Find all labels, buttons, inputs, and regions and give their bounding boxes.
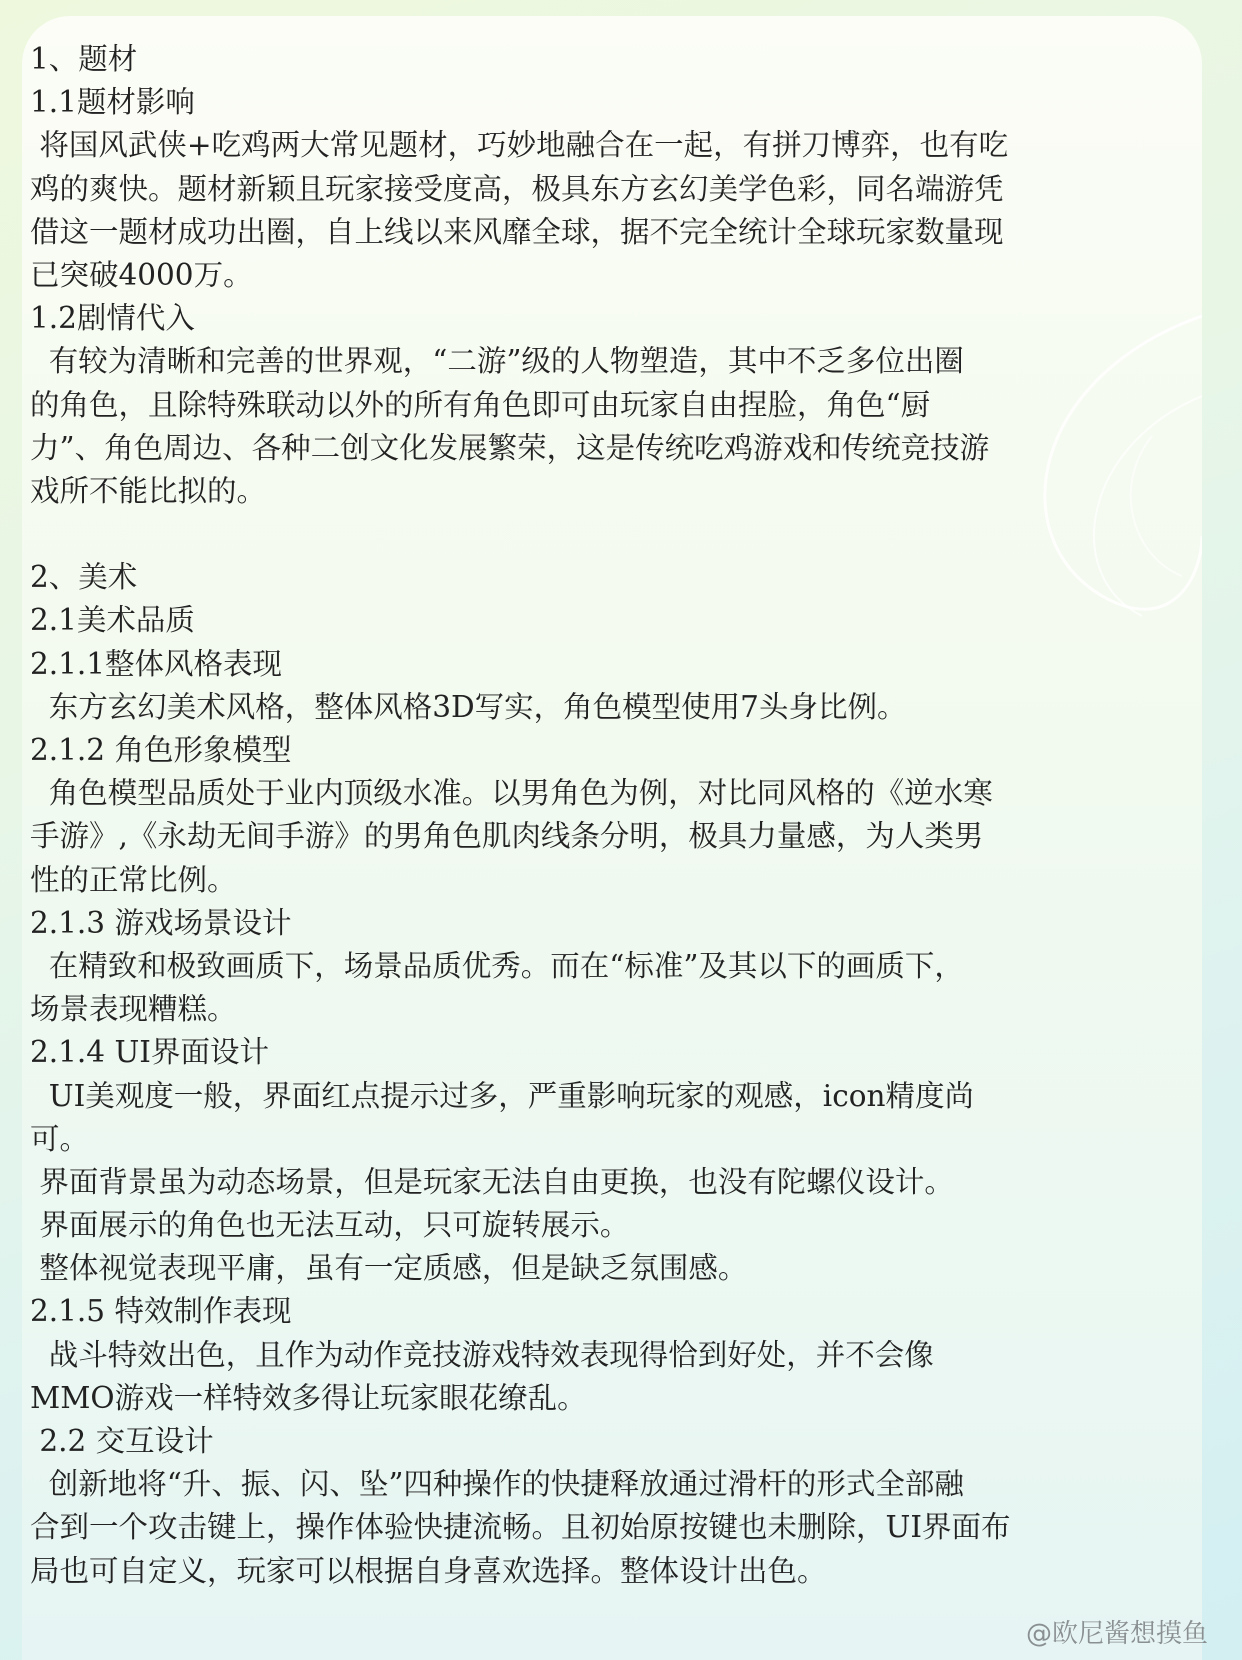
text-line: 界面展示的角色也无法互动，只可旋转展示。 (30, 1208, 630, 1243)
text-line: 2.1.5 特效制作表现 (30, 1294, 292, 1329)
text-line: 东方玄幻美术风格，整体风格3D写实，角色模型使用7头身比例。 (30, 689, 907, 724)
paragraph-gap (30, 513, 1200, 556)
section-art (30, 556, 1200, 1593)
section-theme (30, 38, 1200, 513)
text-line: 战斗特效出色，且作为动作竞技游戏特效表现得恰到好处，并不会像 (30, 1337, 934, 1372)
text-line: 可。 (30, 1121, 90, 1156)
text-line: 2.1.1整体风格表现 (30, 646, 283, 681)
text-line: 2、美术 (30, 560, 138, 595)
text-line: 2.1.2 角色形象模型 (30, 733, 292, 767)
text-line: 角色模型品质处于业内顶级水准。以男角色为例，对比同风格的《逆水寒 (30, 776, 993, 811)
watermark-author: @欧尼酱想摸鱼 (1025, 1619, 1208, 1649)
text-line: 将国风武侠+吃鸡两大常见题材，巧妙地融合在一起，有拼刀博弈，也有吃 (30, 128, 1009, 163)
text-line: 整体视觉表现平庸，虽有一定质感，但是缺乏氛围感。 (30, 1251, 748, 1286)
text-line: 1.1题材影响 (30, 85, 195, 120)
text-line: 有较为清晰和完善的世界观，“二游”级的人物塑造，其中不乏多位出圈 (30, 344, 964, 379)
document-card (22, 16, 1202, 1660)
text-line: 2.2 交互设计 (30, 1424, 214, 1458)
text-line: MMO游戏一样特效多得让玩家眼花缭乱。 (30, 1380, 587, 1415)
text-line: UI美观度一般，界面红点提示过多，严重影响玩家的观感，icon精度尚 (30, 1078, 974, 1113)
text-line: 鸡的爽快。题材新颖且玩家接受度高，极具东方玄幻美学色彩，同名端游凭 (30, 171, 1004, 206)
text-line: 的角色，且除特殊联动以外的所有角色即可由玩家自由捏脸，角色“厨 (30, 387, 931, 422)
text-line: 力”、角色周边、各种二创文化发展繁荣，这是传统吃鸡游戏和传统竞技游 (30, 430, 990, 465)
text-line: 已突破4000万。 (30, 257, 253, 292)
text-line: 创新地将“升、振、闪、坠”四种操作的快捷释放通过滑杆的形式全部融 (30, 1467, 964, 1502)
text-line: 1、题材 (30, 42, 138, 76)
text-line: 2.1.4 UI界面设计 (30, 1035, 269, 1070)
text-line: 1.2剧情代入 (30, 301, 195, 336)
article-body (30, 38, 1200, 1593)
text-line: 2.1.3 游戏场景设计 (30, 905, 292, 940)
text-line: 合到一个攻击键上，操作体验快捷流畅。且初始原按键也未删除，UI界面布 (30, 1510, 1011, 1545)
text-line: 界面背景虽为动态场景，但是玩家无法自由更换，也没有陀螺仪设计。 (30, 1164, 954, 1199)
text-line: 手游》,《永劫无间手游》的男角色肌肉线条分明，极具力量感，为人类男 (30, 819, 984, 854)
text-line: 借这一题材成功出圈，自上线以来风靡全球，据不完全统计全球玩家数量现 (30, 214, 1004, 249)
text-line: 戏所不能比拟的。 (30, 473, 267, 508)
text-line: 性的正常比例。 (30, 862, 237, 897)
text-line: 在精致和极致画质下，场景品质优秀。而在“标准”及其以下的画质下， (30, 948, 964, 983)
text-line: 2.1美术品质 (30, 603, 195, 638)
text-line: 局也可自定义，玩家可以根据自身喜欢选择。整体设计出色。 (30, 1553, 827, 1588)
text-line: 场景表现糟糕。 (30, 992, 237, 1027)
